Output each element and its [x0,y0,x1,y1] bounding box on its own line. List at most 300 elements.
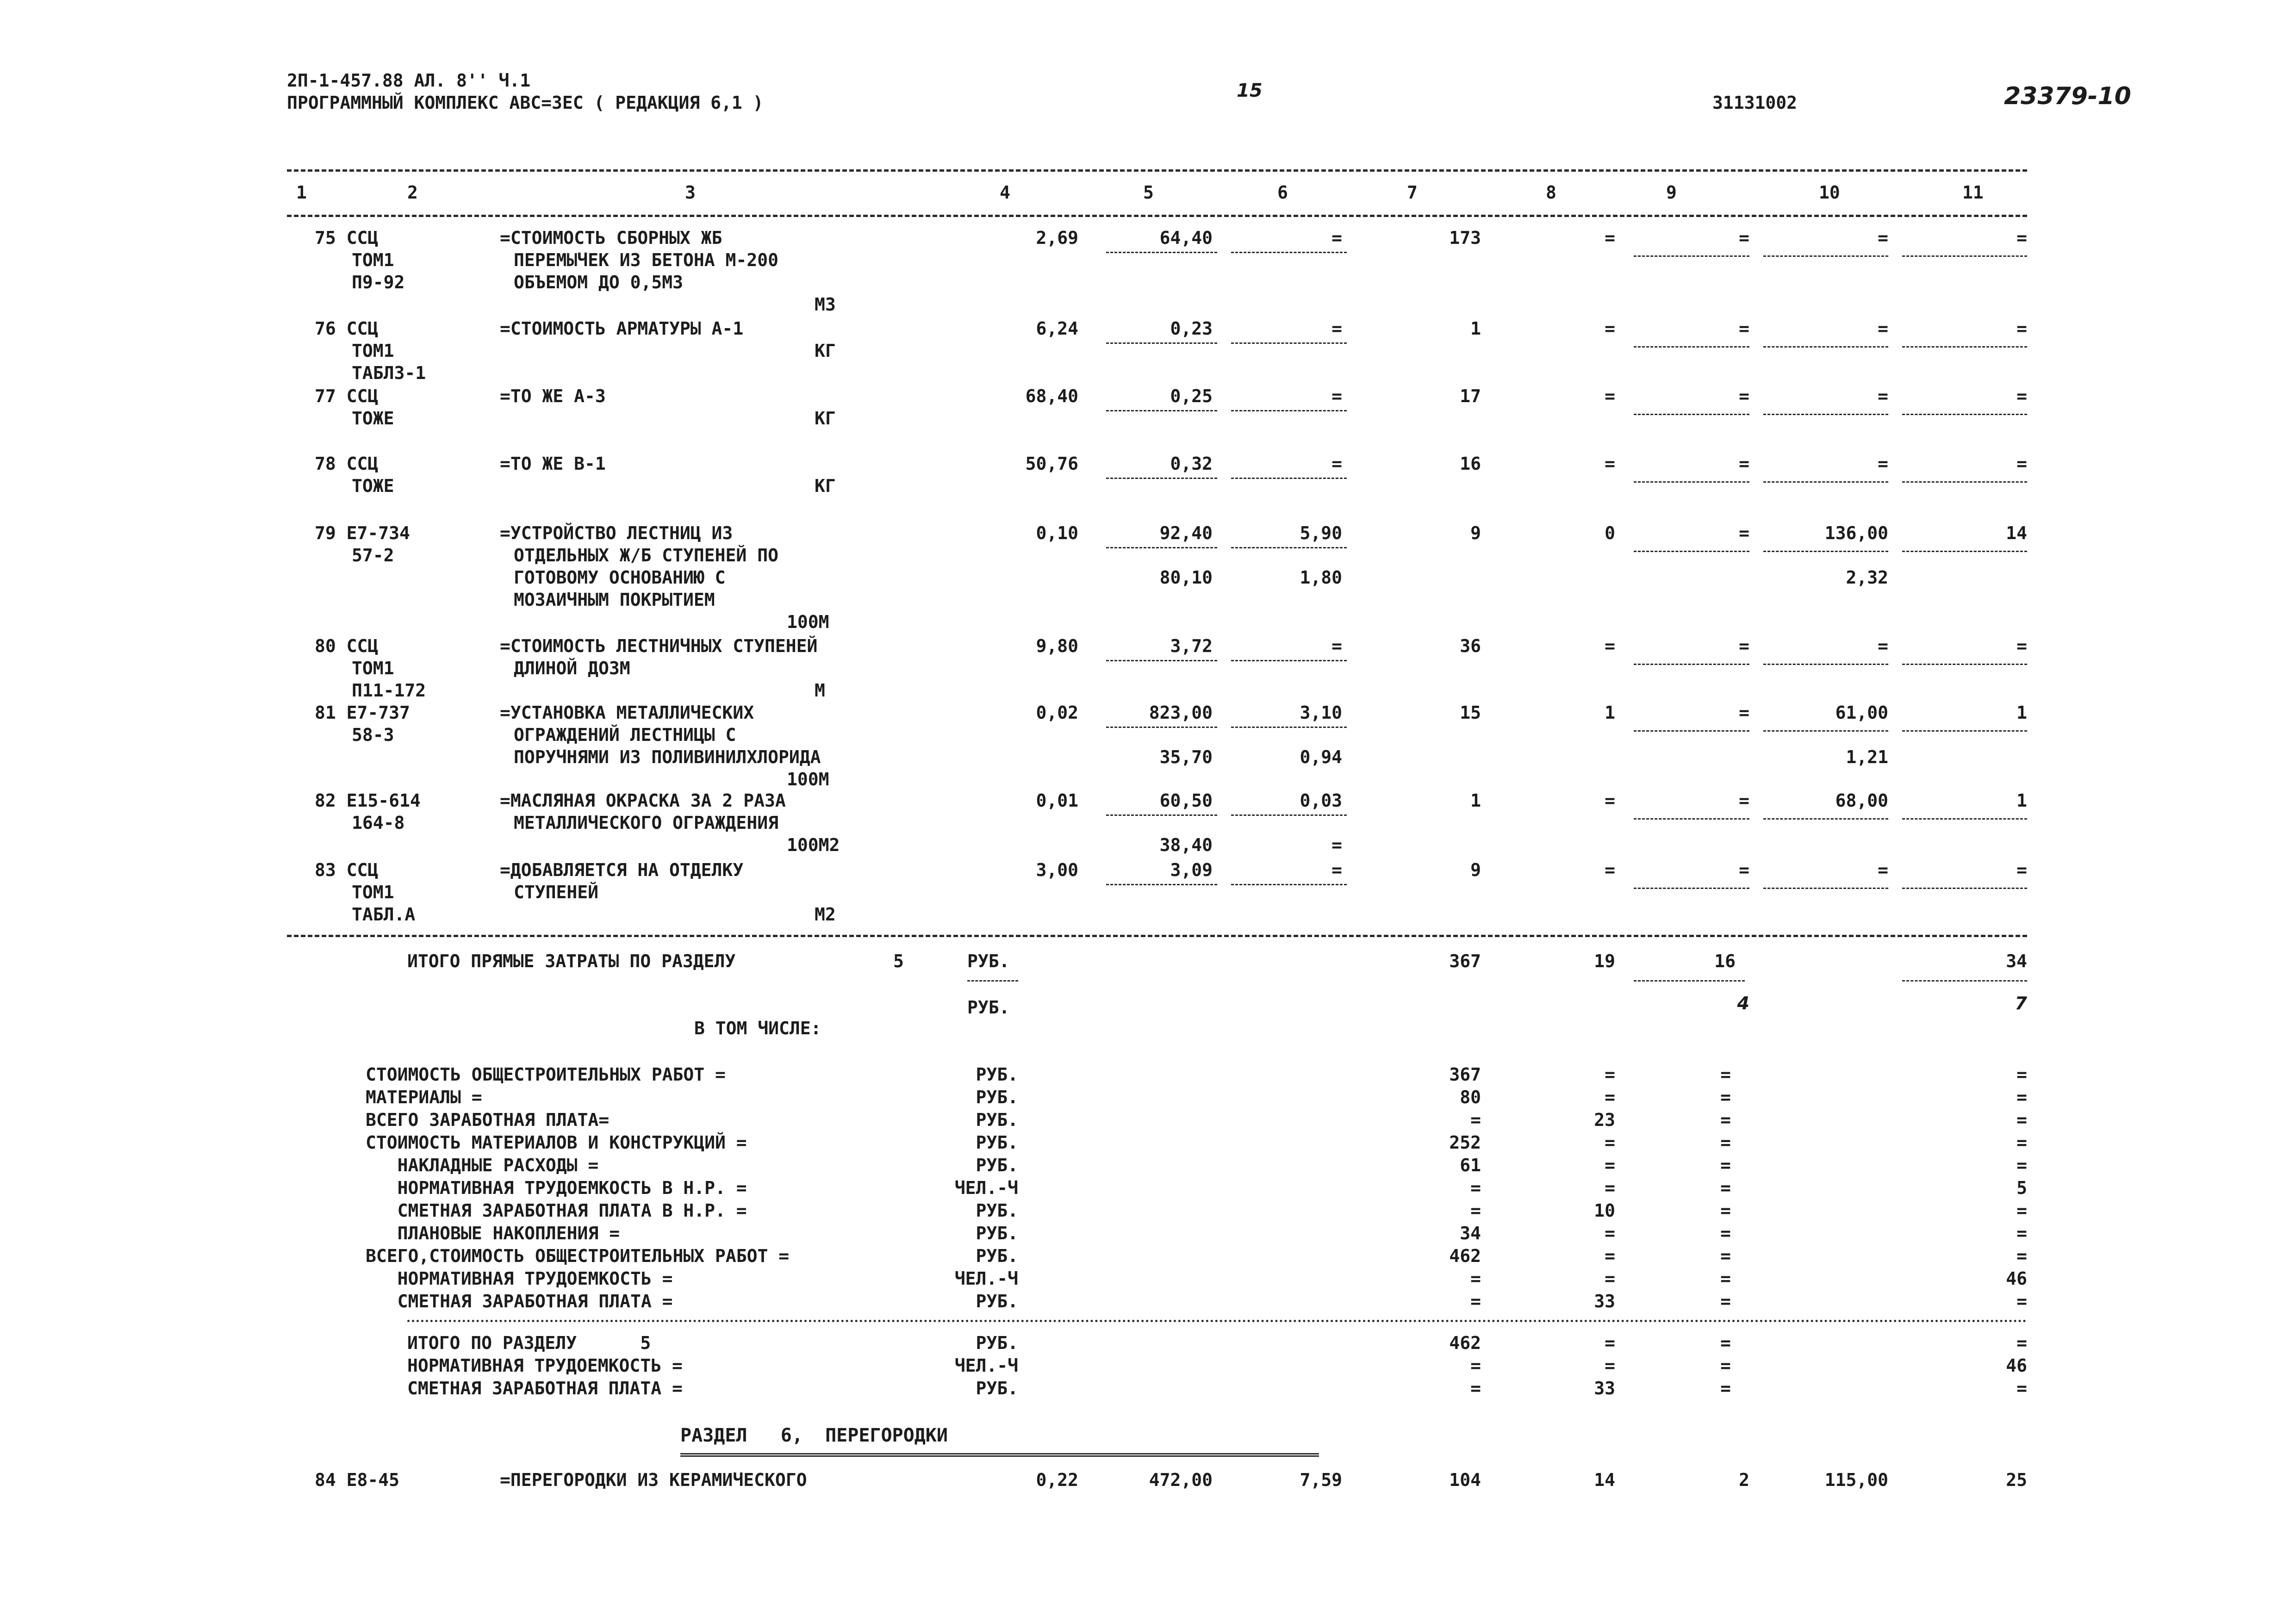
row-col8: = [1605,636,1615,656]
row-subrule-col5 [1106,478,1217,479]
breakdown-unit: РУБ. [976,1087,1018,1107]
section-total-col9: = [1720,1355,1731,1376]
section-total-col8: = [1605,1355,1615,1376]
row-col6: = [1332,318,1342,339]
row-subrule-col5 [1106,410,1217,411]
total-direct-col9-sub: 4 [1737,993,1749,1013]
row-col11: = [2016,636,2027,656]
row-col6: = [1332,386,1342,406]
row-code-line: ТАБЛ.А [352,904,416,925]
breakdown-col9: = [1720,1132,1731,1153]
row-col6: = [1332,454,1342,474]
row-code-line: ТОМ1 [352,250,394,270]
breakdown-label: ВСЕГО ЗАРАБОТНАЯ ПЛАТА= [366,1110,610,1130]
column-header-6: 6 [1277,182,1288,203]
row-col10: 136,00 [1824,523,1888,543]
row-col8: 1 [1605,702,1615,723]
row-description-line: ОГРАЖДЕНИЙ ЛЕСТНИЦЫ С [514,725,736,745]
row-subrule-col6 [1231,814,1347,816]
row-col7: 36 [1460,636,1481,656]
row-description-line: =СТОИМОСТЬ ЛЕСТНИЧНЫХ СТУПЕНЕЙ [500,636,818,656]
total-direct-col8: 19 [1594,951,1615,971]
breakdown-label: ВСЕГО,СТОИМОСТЬ ОБЩЕСТРОИТЕЛЬНЫХ РАБОТ = [366,1246,790,1266]
breakdown-col7: 80 [1460,1087,1481,1107]
breakdown-col7: = [1470,1268,1481,1289]
row-code-line: 78 ССЦ [315,454,379,474]
row-code-line: 82 Е15-614 [315,790,421,811]
section6-col9: 2 [1739,1470,1749,1490]
section6-title: РАЗДЕЛ 6, ПЕРЕГОРОДКИ [680,1425,948,1446]
row-col10: = [1878,318,1888,339]
breakdown-col8: = [1605,1064,1615,1085]
row-subrule-col11 [1902,818,2027,820]
section-total-col11: = [2016,1333,2027,1353]
row-col5: 64,40 [1159,228,1213,248]
breakdown-col8: = [1605,1246,1615,1266]
row-code-line: П11-172 [352,680,426,701]
row-code-line: ТАБЛ3-1 [352,363,426,383]
row-subrule-col6 [1231,547,1347,548]
column-header-11: 11 [1962,182,1984,203]
row-code-line: 80 ССЦ [315,636,379,656]
row-description-line: ГОТОВОМУ ОСНОВАНИЮ С [514,567,726,588]
breakdown-col11: = [2016,1155,2027,1175]
row-subrule-col6 [1231,884,1347,885]
breakdown-col11: = [2016,1087,2027,1107]
total-direct-col7: 367 [1449,951,1481,971]
row-col11: 14 [2006,523,2027,543]
breakdown-label: МАТЕРИАЛЫ = [366,1087,482,1107]
row-description-line: =ДОБАВЛЯЕТСЯ НА ОТДЕЛКУ [500,860,744,880]
breakdown-col8: 23 [1594,1110,1615,1130]
row-col10-sub: 1,21 [1846,747,1888,767]
row-col7: 15 [1460,702,1481,723]
row-subrule-col10 [1763,551,1888,552]
total-direct-col9: 16 [1714,951,1736,971]
row-subrule-col9 [1634,346,1749,348]
row-col6-sub: 1,80 [1300,567,1342,588]
row-col9: = [1739,860,1749,880]
breakdown-unit: РУБ. [976,1291,1018,1311]
section-total-unit: РУБ. [976,1333,1018,1353]
row-col4: 3,00 [1036,860,1078,880]
breakdown-col8: 10 [1594,1200,1615,1221]
row-description-line: ДЛИНОЙ ДО3М [514,658,630,678]
row-subrule-col9 [1634,818,1749,820]
row-subrule-col9 [1634,255,1749,257]
row-col4: 0,10 [1036,523,1078,543]
row-subrule-col10 [1763,255,1888,257]
breakdown-label: СТОИМОСТЬ МАТЕРИАЛОВ И КОНСТРУКЦИЙ = [366,1132,747,1153]
row-col4: 50,76 [1025,454,1078,474]
breakdown-col7: 61 [1460,1155,1481,1175]
col11-rule [1902,980,2027,982]
row-unit: КГ [815,341,836,361]
row-col7: 173 [1449,228,1481,248]
row-col10: = [1878,386,1888,406]
breakdown-col7: 34 [1460,1223,1481,1243]
row-description-line: ОБЪЕМОМ ДО 0,5М3 [514,272,684,292]
row-col10: = [1878,454,1888,474]
section-total-col9: = [1720,1378,1731,1398]
section6-col5: 472,00 [1149,1470,1213,1490]
row-subrule-col5 [1106,884,1217,885]
row-col6: = [1332,636,1342,656]
row-col5: 0,25 [1170,386,1213,406]
row-description-line: ОТДЕЛЬНЫХ Ж/Б СТУПЕНЕЙ ПО [514,545,778,566]
breakdown-col11: 46 [2006,1268,2027,1289]
section-total-col7: 462 [1449,1333,1481,1353]
section6-col6: 7,59 [1300,1470,1342,1490]
total-direct-unit: РУБ. [967,951,1010,971]
row-code-line: 75 ССЦ [315,228,379,248]
row-subrule-col9 [1634,481,1749,483]
row-col6: 3,10 [1300,702,1342,723]
row-subrule-col6 [1231,727,1347,728]
breakdown-unit: ЧЕЛ.-Ч [954,1178,1018,1198]
row-subrule-col5 [1106,547,1217,548]
breakdown-label: НОРМАТИВНАЯ ТРУДОЕМКОСТЬ = [366,1268,673,1289]
row-col4: 9,80 [1036,636,1078,656]
row-code-line: 77 ССЦ [315,386,379,406]
breakdown-label: СТОИМОСТЬ ОБЩЕСТРОИТЕЛЬНЫХ РАБОТ = [366,1064,726,1085]
section-total-col8: 33 [1594,1378,1615,1398]
total-direct-label: ИТОГО ПРЯМЫЕ ЗАТРАТЫ ПО РАЗДЕЛУ [407,951,736,971]
rows-bottom-rule [287,935,2027,937]
row-unit: 100М [787,612,829,632]
section6-col7: 104 [1449,1470,1481,1490]
row-col9: = [1739,454,1749,474]
row-code-line: ТОМ1 [352,882,394,902]
row-col10-sub: 2,32 [1846,567,1888,588]
breakdown-unit: РУБ. [976,1064,1018,1085]
row-col4: 68,40 [1025,386,1078,406]
breakdown-col11: = [2016,1246,2027,1266]
table-top-rule [287,169,2027,172]
row-description-line: ПОРУЧНЯМИ ИЗ ПОЛИВИНИЛХЛОРИДА [514,747,821,767]
row-col7: 16 [1460,454,1481,474]
breakdown-col11: = [2016,1110,2027,1130]
breakdown-col9: = [1720,1223,1731,1243]
breakdown-col9: = [1720,1087,1731,1107]
header-bottom-rule [287,215,2027,217]
total-direct-col11-sub: 7 [2015,993,2027,1013]
row-col6: = [1332,228,1342,248]
row-col5: 823,00 [1149,702,1213,723]
row-unit: КГ [815,408,836,429]
row-col5: 0,32 [1170,454,1213,474]
row-code-line: ТОМ1 [352,341,394,361]
breakdown-label: ПЛАНОВЫЕ НАКОПЛЕНИЯ = [366,1223,620,1243]
row-col4: 2,69 [1036,228,1078,248]
column-header-9: 9 [1666,182,1677,203]
row-subrule-col5 [1106,814,1217,816]
row-col9: = [1739,386,1749,406]
breakdown-unit: РУБ. [976,1110,1018,1130]
breakdown-label: СМЕТНАЯ ЗАРАБОТНАЯ ПЛАТА = [366,1291,673,1311]
col9-rule [1634,980,1745,982]
row-subrule-col11 [1902,481,2027,483]
unit-rule [967,980,1018,982]
column-header-2: 2 [407,182,418,203]
row-subrule-col11 [1902,346,2027,348]
row-subrule-col10 [1763,730,1888,732]
row-col9: = [1739,523,1749,543]
row-subrule-col11 [1902,664,2027,665]
row-code-line: 58-3 [352,725,394,745]
row-col6-sub: 0,94 [1300,747,1342,767]
row-subrule-col6 [1231,342,1347,344]
row-col8: = [1605,790,1615,811]
row-code-line: 81 Е7-737 [315,702,410,723]
row-subrule-col11 [1902,255,2027,257]
row-col8: = [1605,454,1615,474]
row-description-line: =УСТАНОВКА МЕТАЛЛИЧЕСКИХ [500,702,754,723]
row-description-line: МЕТАЛЛИЧЕСКОГО ОГРАЖДЕНИЯ [514,813,778,833]
row-description-line: СТУПЕНЕЙ [514,882,599,902]
row-col5: 60,50 [1159,790,1213,811]
row-col8: 0 [1605,523,1615,543]
breakdown-unit: РУБ. [976,1246,1018,1266]
row-col11: = [2016,228,2027,248]
section-total-col11: = [2016,1378,2027,1398]
section-total-col8: = [1605,1333,1615,1353]
breakdown-col11: = [2016,1223,2027,1243]
breakdown-col9: = [1720,1246,1731,1266]
column-header-5: 5 [1143,182,1154,203]
breakdown-col8: = [1605,1087,1615,1107]
row-code-line: 164-8 [352,813,405,833]
row-col6: 5,90 [1300,523,1342,543]
including-label: В ТОМ ЧИСЛЕ: [694,1018,821,1038]
row-col8: = [1605,386,1615,406]
row-col9: = [1739,636,1749,656]
row-col6-sub: = [1332,835,1342,855]
column-header-1: 1 [296,182,307,203]
row-subrule-col6 [1231,478,1347,479]
row-code-line: 83 ССЦ [315,860,379,880]
total-direct-col11: 34 [2006,951,2027,971]
row-subrule-col10 [1763,888,1888,889]
section6-col11: 25 [2006,1470,2027,1490]
row-col7: 9 [1470,523,1481,543]
row-subrule-col5 [1106,252,1217,253]
breakdown-col9: = [1720,1155,1731,1175]
breakdown-col11: = [2016,1291,2027,1311]
row-description-line: МОЗАИЧНЫМ ПОКРЫТИЕМ [514,590,715,610]
row-description-line: =ТО ЖЕ А-3 [500,386,606,406]
row-col7: 9 [1470,860,1481,880]
breakdown-col8: = [1605,1268,1615,1289]
section-total-col11: 46 [2006,1355,2027,1376]
section-total-label: НОРМАТИВНАЯ ТРУДОЕМКОСТЬ = [407,1355,683,1376]
row-col4: 0,01 [1036,790,1078,811]
row-col4: 6,24 [1036,318,1078,339]
breakdown-col9: = [1720,1268,1731,1289]
section-total-col7: = [1470,1355,1481,1376]
row-col11: = [2016,318,2027,339]
row-col10: 68,00 [1835,790,1888,811]
page-number: 15 [1237,80,1263,101]
breakdown-col7: = [1470,1200,1481,1221]
row-col11: = [2016,386,2027,406]
breakdown-col7: = [1470,1291,1481,1311]
column-header-10: 10 [1819,182,1840,203]
row-col9: = [1739,702,1749,723]
row-col5: 92,40 [1159,523,1213,543]
row-col5-sub: 80,10 [1159,567,1213,588]
breakdown-col8: = [1605,1132,1615,1153]
column-header-4: 4 [1000,182,1010,203]
row-unit: М3 [815,294,836,315]
row-col9: = [1739,318,1749,339]
row-col11: = [2016,454,2027,474]
row-subrule-col10 [1763,346,1888,348]
row-subrule-col6 [1231,410,1347,411]
program-title: ПРОГРАММНЫЙ КОМПЛЕКС АВС=3ЕС ( РЕДАКЦИЯ 6,1 ) [287,93,764,113]
row-code-line: ТОЖЕ [352,476,394,496]
section-total-col9: = [1720,1333,1731,1353]
row-col8: = [1605,228,1615,248]
doc-reference: 2П-1-457.88 АЛ. 8'' Ч.1 [287,70,531,91]
breakdown-label: НОРМАТИВНАЯ ТРУДОЕМКОСТЬ В Н.Р. = [366,1178,747,1198]
breakdown-col7: 462 [1449,1246,1481,1266]
breakdown-col9: = [1720,1110,1731,1130]
breakdown-col7: 252 [1449,1132,1481,1153]
section-total-unit: ЧЕЛ.-Ч [954,1355,1018,1376]
row-code-line: 76 ССЦ [315,318,379,339]
row-col9: = [1739,790,1749,811]
total-direct-unit2: РУБ. [967,997,1010,1018]
row-unit: М [815,680,825,701]
row-subrule-col5 [1106,342,1217,344]
section6-col8: 14 [1594,1470,1615,1490]
row-col10: = [1878,228,1888,248]
total-direct-section: 5 [893,951,904,971]
row-code-line: П9-92 [352,272,405,292]
column-header-7: 7 [1407,182,1418,203]
row-col10: = [1878,636,1888,656]
row-subrule-col11 [1902,414,2027,415]
row-subrule-col9 [1634,730,1749,732]
row-subrule-col11 [1902,730,2027,732]
row-col7: 1 [1470,318,1481,339]
row-col10: = [1878,860,1888,880]
row-description-line: ПЕРЕМЫЧЕК ИЗ БЕТОНА М-200 [514,250,778,270]
section6-col4: 0,22 [1036,1470,1078,1490]
breakdown-bottom-rule [407,1320,2027,1322]
row-col11: = [2016,860,2027,880]
doc-code: 31131002 [1712,93,1798,113]
section6-line-code: 84 Е8-45 [315,1470,400,1490]
row-col4: 0,02 [1036,702,1078,723]
row-subrule-col6 [1231,660,1347,661]
breakdown-unit: РУБ. [976,1155,1018,1175]
breakdown-col11: 5 [2016,1178,2027,1198]
breakdown-col7: = [1470,1178,1481,1198]
breakdown-col9: = [1720,1291,1731,1311]
section6-col10: 115,00 [1824,1470,1888,1490]
breakdown-col9: = [1720,1200,1731,1221]
breakdown-col8: = [1605,1178,1615,1198]
row-subrule-col11 [1902,888,2027,889]
row-description-line: =ТО ЖЕ В-1 [500,454,606,474]
row-code-line: 57-2 [352,545,394,566]
breakdown-unit: РУБ. [976,1132,1018,1153]
column-header-3: 3 [685,182,696,203]
section6-description: =ПЕРЕГОРОДКИ ИЗ КЕРАМИЧЕСКОГО [500,1470,807,1490]
row-subrule-col5 [1106,727,1217,728]
section-total-col7: = [1470,1378,1481,1398]
row-description-line: =МАСЛЯНАЯ ОКРАСКА ЗА 2 РАЗА [500,790,786,811]
section-total-label: СМЕТНАЯ ЗАРАБОТНАЯ ПЛАТА = [407,1378,683,1398]
row-unit: М2 [815,904,836,925]
breakdown-col8: 33 [1594,1291,1615,1311]
row-subrule-col6 [1231,252,1347,253]
breakdown-label: НАКЛАДНЫЕ РАСХОДЫ = [366,1155,599,1175]
row-col7: 17 [1460,386,1481,406]
row-col6: 0,03 [1300,790,1342,811]
row-subrule-col10 [1763,414,1888,415]
section-total-label: ИТОГО ПО РАЗДЕЛУ 5 [407,1333,651,1353]
row-unit: КГ [815,476,836,496]
row-col10: 61,00 [1835,702,1888,723]
row-subrule-col5 [1106,660,1217,661]
row-unit: 100М2 [787,835,840,855]
breakdown-col11: = [2016,1200,2027,1221]
row-description-line: =СТОИМОСТЬ СБОРНЫХ ЖБ [500,228,722,248]
row-description-line: =УСТРОЙСТВО ЛЕСТНИЦ ИЗ [500,523,733,543]
row-col5-sub: 35,70 [1159,747,1213,767]
row-subrule-col11 [1902,551,2027,552]
row-subrule-col9 [1634,551,1749,552]
row-col5: 3,09 [1170,860,1213,880]
breakdown-col8: = [1605,1223,1615,1243]
breakdown-col11: = [2016,1064,2027,1085]
row-subrule-col9 [1634,664,1749,665]
breakdown-unit: РУБ. [976,1223,1018,1243]
row-subrule-col9 [1634,888,1749,889]
row-code-line: ТОМ1 [352,658,394,678]
column-header-8: 8 [1546,182,1556,203]
row-col5: 3,72 [1170,636,1213,656]
section6-underline [680,1453,1319,1457]
row-unit: 100М [787,769,829,789]
row-description-line: =СТОИМОСТЬ АРМАТУРЫ А-1 [500,318,744,339]
row-col11: 1 [2016,702,2027,723]
breakdown-col7: = [1470,1110,1481,1130]
breakdown-col11: = [2016,1132,2027,1153]
row-col8: = [1605,318,1615,339]
row-col11: 1 [2016,790,2027,811]
row-col7: 1 [1470,790,1481,811]
breakdown-col7: 367 [1449,1064,1481,1085]
breakdown-col9: = [1720,1064,1731,1085]
row-col8: = [1605,860,1615,880]
row-col6: = [1332,860,1342,880]
row-subrule-col10 [1763,481,1888,483]
section-total-unit: РУБ. [976,1378,1018,1398]
row-subrule-col9 [1634,414,1749,415]
row-col5: 0,23 [1170,318,1213,339]
row-subrule-col10 [1763,818,1888,820]
breakdown-label: СМЕТНАЯ ЗАРАБОТНАЯ ПЛАТА В Н.Р. = [366,1200,747,1221]
breakdown-unit: РУБ. [976,1200,1018,1221]
row-col5-sub: 38,40 [1159,835,1213,855]
row-col9: = [1739,228,1749,248]
row-subrule-col10 [1763,664,1888,665]
breakdown-col8: = [1605,1155,1615,1175]
